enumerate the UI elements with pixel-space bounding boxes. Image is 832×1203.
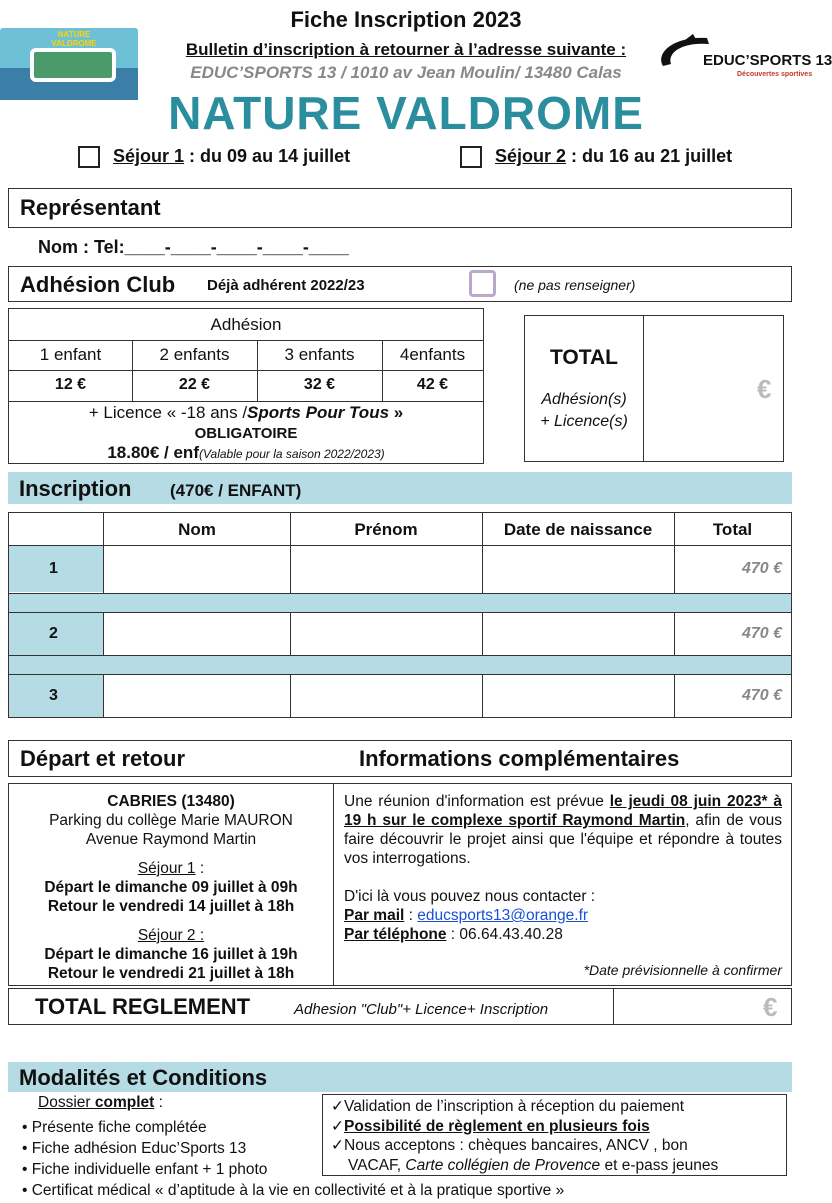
modalites-section (8, 1062, 792, 1092)
adhesion-col-4: 4enfants (399, 345, 466, 364)
logo-tagline: Découvertes sportives (737, 71, 813, 78)
representant-section (8, 188, 792, 228)
adhesion-table (8, 308, 484, 464)
table-row-1-num: 1 (49, 560, 58, 577)
sejour-2-depart: Départ le dimanche 16 juillet à 19h (44, 946, 298, 963)
depart-heading: Départ et retour (20, 746, 186, 771)
row-2-prenom-input[interactable] (292, 614, 480, 654)
table-row-separator (9, 593, 791, 613)
inscription-heading: Inscription (19, 476, 132, 501)
sejour-1-title: Séjour 1 : (137, 860, 205, 877)
row-2-nom-input[interactable] (105, 614, 288, 654)
depart-place: CABRIES (13480) (107, 793, 235, 810)
condition-item: ✓Nous acceptons : chèques bancaires, ANCV , bon (331, 1137, 688, 1154)
total-reglement-box (8, 988, 792, 1025)
depart-avenue: Avenue Raymond Martin (85, 831, 257, 848)
address: EDUC’SPORTS 13 / 1010 av Jean Moulin/ 13480 Calas (190, 63, 622, 82)
total-adhesion-currency[interactable]: € (757, 374, 772, 404)
adhesion-col-2: 2 enfants (159, 345, 230, 364)
sejour-1-option[interactable] (78, 146, 350, 168)
main-title: NATURE VALDROME (168, 87, 644, 139)
row-3-date-input[interactable] (484, 676, 672, 716)
info-mail-line: Par mail : educsports13@orange.fr (344, 907, 589, 924)
condition-item: ✓Validation de l’inscription à réception du paiement (331, 1098, 685, 1115)
modalites-heading: Modalités et Conditions (19, 1065, 268, 1090)
total-sub-adhesion: Adhésion(s) (541, 391, 627, 408)
row-3-prenom-input[interactable] (292, 676, 480, 716)
sejour-2-label: Séjour 2 (495, 146, 567, 166)
adhesion-table-title: Adhésion (210, 315, 282, 334)
licence-mandatory: OBLIGATOIRE (194, 425, 298, 442)
sunglasses-icon (30, 48, 116, 82)
inscription-col-date: Date de naissance (503, 520, 653, 539)
row-2-date-input[interactable] (484, 614, 672, 654)
table-row-2-num: 2 (49, 625, 58, 642)
inscription-table (8, 512, 792, 718)
depart-info-header (8, 740, 792, 777)
poster-image (0, 28, 138, 100)
condition-item: ✓Possibilité de règlement en plusieurs fois (331, 1117, 650, 1135)
inscription-section (8, 472, 792, 504)
info-heading: Informations complémentaires (359, 746, 680, 771)
depart-parking: Parking du collège Marie MAURON (49, 812, 293, 829)
adhesion-section (8, 266, 792, 302)
depart-details (9, 792, 333, 983)
representant-fields[interactable]: Nom : Tel:____-____-____-____-____ (38, 237, 349, 257)
depart-box (8, 783, 792, 986)
adhesion-price-2: 22 € (178, 376, 211, 393)
educsports-logo (655, 32, 832, 82)
licence-price-line: 18.80€ / enf(Valable pour la saison 2022/2023) (107, 443, 385, 462)
table-row-separator (9, 655, 791, 675)
sejour-2-title: Séjour 2 : (137, 927, 205, 944)
representant-heading: Représentant (20, 195, 161, 220)
adhesion-note: (ne pas renseigner) (514, 277, 636, 293)
info-footnote: *Date prévisionnelle à confirmer (583, 962, 782, 978)
row-1-nom-input[interactable] (105, 547, 288, 591)
sejour-2-dates: : du 16 au 21 juillet (566, 146, 733, 166)
sejour-1-checkbox[interactable] (78, 146, 100, 168)
already-member-checkbox[interactable] (469, 270, 496, 297)
poster-title: NATURE VALDROME (51, 30, 97, 48)
logo-name: EDUC’SPORTS 13 (703, 52, 832, 69)
condition-item: VACAF, Carte collégien de Provence et e-pass jeunes (348, 1156, 719, 1174)
total-reglement-label: TOTAL REGLEMENT (35, 994, 251, 1019)
adhesion-col-3: 3 enfants (284, 345, 355, 364)
already-member-label: Déjà adhérent 2022/23 (207, 277, 365, 294)
table-row-3-total: 470 € (741, 687, 782, 704)
licence-line: + Licence « -18 ans /Sports Pour Tous » (88, 403, 404, 422)
sejour-1-depart: Départ le dimanche 09 juillet à 09h (44, 879, 298, 896)
subtitle: Bulletin d’inscription à retourner à l’adresse suivante : (185, 40, 627, 59)
total-reglement-detail: Adhesion "Club"+ Licence+ Inscription (294, 1001, 549, 1018)
sejour-2-checkbox[interactable] (460, 146, 482, 168)
total-reglement-currency[interactable]: € (763, 992, 778, 1022)
sejour-2-option[interactable] (460, 146, 732, 168)
page-title: Fiche Inscription 2023 (290, 7, 522, 32)
adhesion-price-3: 32 € (303, 376, 336, 393)
info-details (344, 792, 782, 944)
table-row-2-total: 470 € (741, 625, 782, 642)
dossier-label: Dossier complet : (38, 1094, 163, 1111)
adhesion-heading: Adhésion Club (20, 272, 176, 297)
list-item: • Fiche adhésion Educ’Sports 13 (22, 1140, 247, 1157)
inscription-price: (470€ / ENFANT) (170, 481, 302, 500)
sejour-2-retour: Retour le vendredi 21 juillet à 18h (47, 965, 295, 982)
row-3-nom-input[interactable] (105, 676, 288, 716)
email-link[interactable]: educsports13@orange.fr (417, 907, 589, 924)
list-item: • Fiche individuelle enfant + 1 photo (22, 1161, 268, 1178)
info-paragraph-1: Une réunion d'information est prévue le jeudi 08 juin 2023* à 19 h sur le complexe sportif Raymond Martin, afin de vous faire découvrir le projet ainsi que l'équipe et répondre à toutes vos interrogations. (344, 793, 782, 867)
sejour-1-label: Séjour 1 (113, 146, 185, 166)
row-1-date-input[interactable] (484, 547, 672, 591)
list-item: • Présente fiche complétée (22, 1119, 207, 1136)
table-row-3-num: 3 (49, 687, 58, 704)
list-item: • Certificat médical « d’aptitude à la vie en collectivité et à la pratique sportive » (22, 1182, 565, 1199)
total-label: TOTAL (549, 346, 619, 369)
total-adhesion-box (524, 315, 784, 462)
row-1-prenom-input[interactable] (292, 547, 480, 591)
info-phone-line: Par téléphone : 06.64.43.40.28 (344, 926, 563, 943)
total-sub-licence: + Licence(s) (540, 413, 628, 430)
info-paragraph-2: D'ici là vous pouvez nous contacter : (344, 888, 596, 905)
sejour-1-retour: Retour le vendredi 14 juillet à 18h (47, 898, 295, 915)
inscription-col-prenom: Prénom (354, 520, 418, 539)
sejour-1-dates: : du 09 au 14 juillet (184, 146, 351, 166)
table-row-1-total: 470 € (741, 560, 782, 577)
adhesion-col-1: 1 enfant (39, 345, 102, 364)
adhesion-price-4: 42 € (416, 376, 449, 393)
conditions-box (322, 1094, 787, 1176)
adhesion-price-1: 12 € (54, 376, 87, 393)
inscription-col-nom: Nom (178, 520, 216, 539)
inscription-col-total: Total (712, 520, 753, 539)
